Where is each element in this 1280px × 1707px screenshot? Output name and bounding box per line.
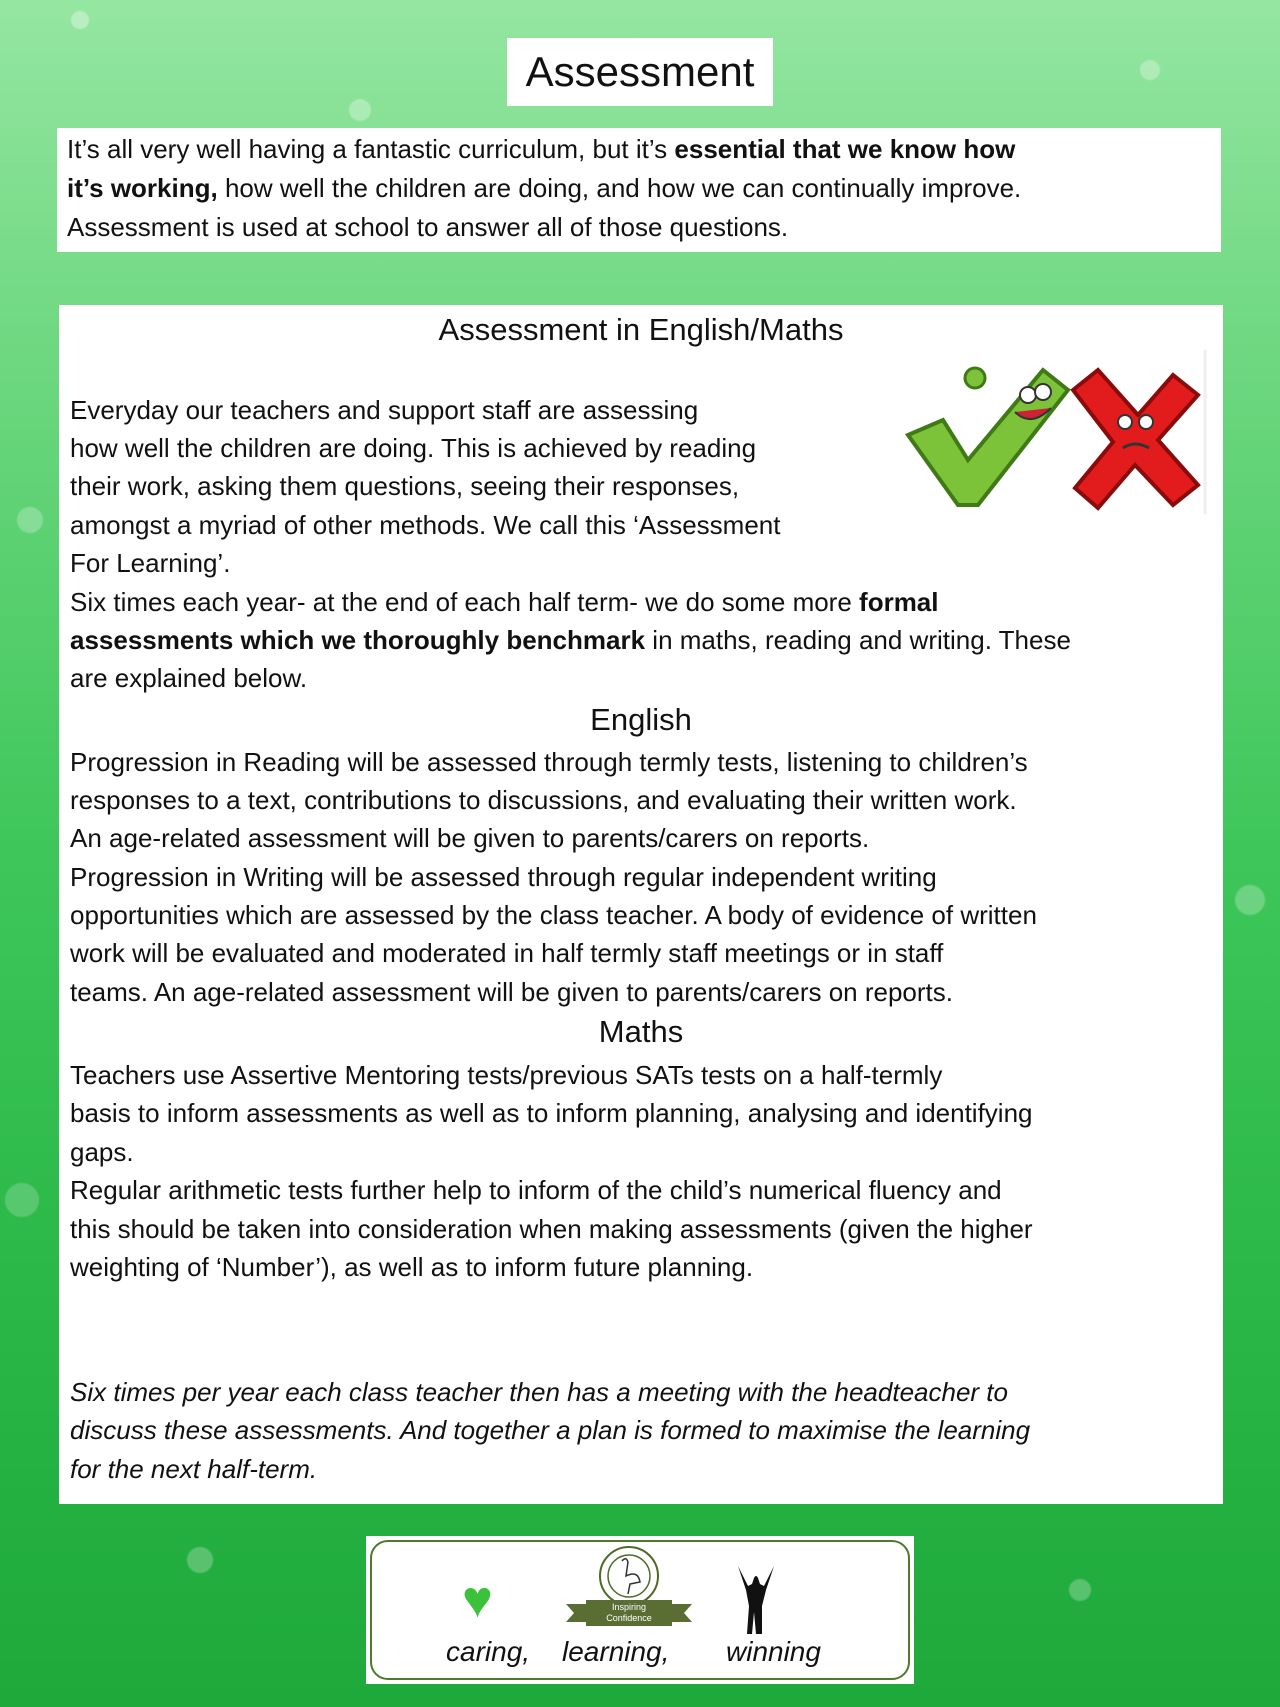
logo-banner-text: Inspiring Confidence bbox=[606, 1602, 652, 1623]
title-box bbox=[507, 38, 773, 106]
english-line: Progression in Reading will be assessed through termly tests, listening to children’s bbox=[70, 747, 1028, 777]
maths-line: Teachers use Assertive Mentoring tests/previous SATs tests on a half-termly bbox=[70, 1060, 943, 1090]
formal-text: in maths, reading and writing. These bbox=[645, 625, 1071, 655]
value-caring: caring, bbox=[446, 1636, 531, 1667]
english-line: An age-related assessment will be given to parents/carers on reports. bbox=[70, 823, 870, 853]
maths-line: gaps. bbox=[70, 1137, 134, 1167]
closing-line: Six times per year each class teacher then has a meeting with the headteacher to bbox=[70, 1377, 1008, 1407]
value-winning: winning bbox=[726, 1636, 821, 1667]
closing-line: discuss these assessments. And together a plan is formed to maximise the learning bbox=[70, 1415, 1031, 1445]
maths-line: basis to inform assessments as well as to inform planning, analysing and identifying bbox=[70, 1098, 1033, 1128]
closing-line: for the next half-term. bbox=[70, 1454, 318, 1484]
intro-text: how well the children are doing, and how we can continually improve. bbox=[217, 173, 1022, 203]
afl-line: For Learning’. bbox=[70, 548, 231, 578]
afl-line: amongst a myriad of other methods. We call this ‘Assessment bbox=[70, 510, 781, 540]
footer-values-banner bbox=[366, 1536, 914, 1684]
intro-text: Assessment is used at school to answer all of those questions. bbox=[67, 212, 789, 242]
afl-line: how well the children are doing. This is achieved by reading bbox=[70, 433, 757, 463]
formal-text: are explained below. bbox=[70, 663, 308, 693]
maths-line: weighting of ‘Number’), as well as to inform future planning. bbox=[70, 1252, 754, 1282]
afl-line: their work, asking them questions, seeing their responses, bbox=[70, 471, 740, 501]
english-line: teams. An age-related assessment will be given to parents/carers on reports. bbox=[70, 977, 953, 1007]
heart-icon: ♥ bbox=[462, 1571, 493, 1629]
section-heading: Assessment in English/Maths bbox=[438, 312, 844, 347]
english-heading: English bbox=[590, 702, 692, 737]
intro-box bbox=[57, 128, 1221, 252]
tick-icon bbox=[908, 368, 1068, 505]
winning-person-icon bbox=[736, 1566, 776, 1636]
afl-line: Everyday our teachers and support staff are assessing bbox=[70, 395, 699, 425]
english-line: opportunities which are assessed by the class teacher. A body of evidence of written bbox=[70, 900, 1037, 930]
english-line: responses to a text, contributions to discussions, and evaluating their written work. bbox=[70, 785, 1017, 815]
cross-icon bbox=[1073, 370, 1198, 508]
maths-line: Regular arithmetic tests further help to inform of the child’s numerical fluency and bbox=[70, 1175, 1002, 1205]
english-line: Progression in Writing will be assessed through regular independent writing bbox=[70, 862, 937, 892]
formal-bold: assessments which we thoroughly benchmark bbox=[70, 625, 646, 655]
formal-text: Six times each year- at the end of each half term- we do some more bbox=[70, 587, 860, 617]
page-title: Assessment bbox=[525, 48, 755, 95]
value-learning: learning, bbox=[562, 1636, 670, 1667]
maths-heading: Maths bbox=[598, 1014, 684, 1049]
maths-line: this should be taken into consideration when making assessments (given the higher bbox=[70, 1214, 1033, 1244]
english-line: work will be evaluated and moderated in half termly staff meetings or in staff bbox=[70, 938, 944, 968]
intro-text: It’s all very well having a fantastic curriculum, but it’s bbox=[67, 134, 675, 164]
intro-bold: it’s working, bbox=[67, 173, 218, 203]
intro-bold: essential that we know how bbox=[674, 134, 1016, 164]
tick-and-cross-image bbox=[903, 350, 1208, 514]
formal-bold: formal bbox=[859, 587, 939, 617]
